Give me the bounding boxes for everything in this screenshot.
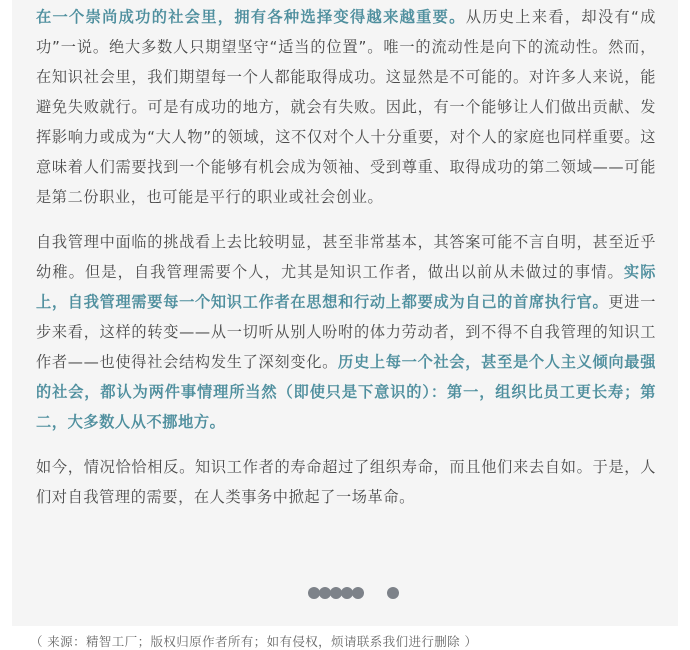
source-note: （ 来源：精智工厂；版权归原作者所有；如有侵权，烦请联系我们进行删除 ） xyxy=(30,634,478,649)
highlight-text: 实际上，自我管理需要每一个知识工作者在思想和行动上都要成为自己的首席执行官。 xyxy=(36,263,656,311)
body-text: 如今，情况恰恰相反。知识工作者的寿命超过了组织寿命，而且他们来去自如。于是，人们对自我管理的需要，在人类事务中掀起了一场革命。 xyxy=(36,458,656,506)
paragraph-1 xyxy=(36,2,656,212)
body-text: 从历史上来看，却没有“成功”一说。绝大多数人只期望坚守“适当的位置”。唯一的流动性是向下的流动性。然而，在知识社会里，我们期望每一个人都能取得成功。这显然是不可能的。对许多人来说，能避免失败就行。可是有成功的地方，就会有失败。因此，有一个能够让人们做出贡献、发挥影响力或成为“大人物”的领域，这不仅对个人十分重要，对个人的家庭也同样重要。这意味着人们需要找到一个能够有机会成为领袖、受到尊重、取得成功的第二领域——可能是第二份职业，也可能是平行的职业或社会创业。 xyxy=(36,8,656,206)
body-text: 更进一步来看，这样的转变——从一切听从别人吩咐的体力劳动者，到不得不自我管理的知识工作者——也使得社会结构发生了深刻变化。 xyxy=(36,293,656,371)
highlight-text: 历史上每一个社会，甚至是个人主义倾向最强的社会，都认为两件事情理所当然（即使只是下意识的）：第一，组织比员工更长寿；第二，大多数人从不挪地方。 xyxy=(36,353,656,431)
paragraph-2 xyxy=(36,227,656,437)
paragraph-3 xyxy=(36,452,656,512)
divider-dot xyxy=(387,587,399,599)
divider-dots xyxy=(308,586,398,600)
body-text: 自我管理中面临的挑战看上去比较明显，甚至非常基本，其答案可能不言自明，甚至近乎幼稚。但是，自我管理需要个人，尤其是知识工作者，做出以前从未做过的事情。 xyxy=(36,233,656,281)
highlight-text: 在一个崇尚成功的社会里，拥有各种选择变得越来越重要。 xyxy=(36,8,466,26)
article-body xyxy=(36,2,656,512)
divider-dot xyxy=(352,587,364,599)
